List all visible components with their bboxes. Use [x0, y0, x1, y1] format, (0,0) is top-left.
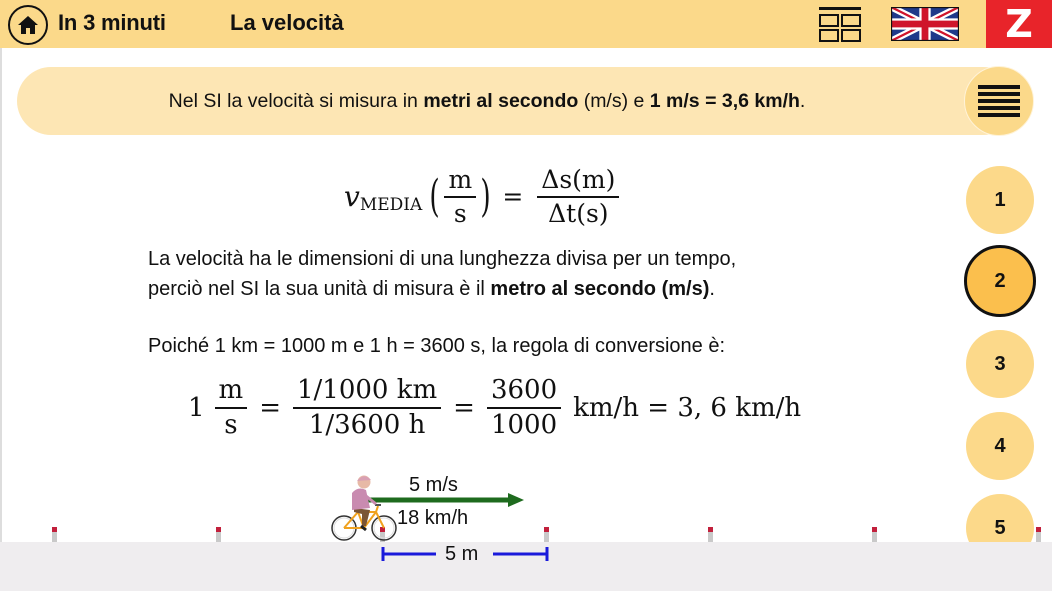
formula-variable: v — [344, 180, 360, 213]
fraction-numerator: 3600 — [487, 376, 561, 409]
conversion-intro: Poiché 1 km = 1000 m e 1 h = 3600 s, la regola di conversione è: — [148, 335, 726, 357]
brand-logo-button[interactable]: Z — [986, 0, 1052, 48]
unit-denominator: s — [453, 198, 467, 228]
formula-subscript: MEDIA — [359, 194, 423, 215]
paren-open: ( — [429, 170, 441, 222]
fraction-numerator: 1/1000 km — [293, 376, 441, 409]
unit-numerator: m — [444, 166, 476, 198]
banner-text-part: (m/s) e — [578, 89, 650, 112]
banner-text-part: . — [799, 89, 806, 112]
distance-label: 5 m — [445, 543, 479, 565]
equals-sign: = — [502, 182, 524, 211]
app-title: In 3 minuti — [58, 10, 166, 35]
paren-close: ) — [480, 170, 491, 222]
ratio-numerator: Δs(m) — [537, 166, 619, 198]
text-span: perciò nel SI la sua unità di misura è il — [148, 278, 491, 300]
formula-lead: 1 — [188, 392, 205, 423]
speed-ms-label: 5 m/s — [409, 474, 458, 496]
banner-text-bold: metri al secondo — [423, 89, 579, 112]
equals-sign: = — [453, 392, 475, 423]
fraction-denominator: 1000 — [490, 409, 558, 440]
step-5-button[interactable]: 5 — [966, 494, 1034, 562]
cyclist-icon — [332, 476, 396, 541]
paragraph-line: La velocità ha le dimensioni di una lunghezza divisa per un tempo, — [148, 248, 737, 270]
step-4-button[interactable]: 4 — [966, 412, 1034, 480]
banner-text-part: Nel SI la velocità si misura in — [168, 89, 424, 112]
banner-text-bold: 1 m/s = 3,6 km/h — [649, 89, 800, 112]
ratio-denominator: Δt(s) — [548, 198, 609, 228]
text-bold: (m/s) — [661, 278, 710, 300]
step-2-button[interactable]: 2 — [964, 245, 1036, 317]
step-3-button[interactable]: 3 — [966, 330, 1034, 398]
text-span: . — [709, 278, 715, 300]
formula-result: km/h = 3, 6 km/h — [573, 392, 802, 423]
text-bold: metro al secondo — [490, 278, 657, 300]
speed-kmh-label: 18 km/h — [397, 507, 469, 529]
fraction-numerator: m — [215, 376, 248, 409]
step-1-button[interactable]: 1 — [966, 166, 1034, 234]
topic-title: La velocità — [230, 10, 344, 35]
fraction-denominator: s — [224, 409, 238, 440]
fraction-denominator: 1/3600 h — [308, 409, 426, 440]
equals-sign: = — [259, 392, 281, 423]
